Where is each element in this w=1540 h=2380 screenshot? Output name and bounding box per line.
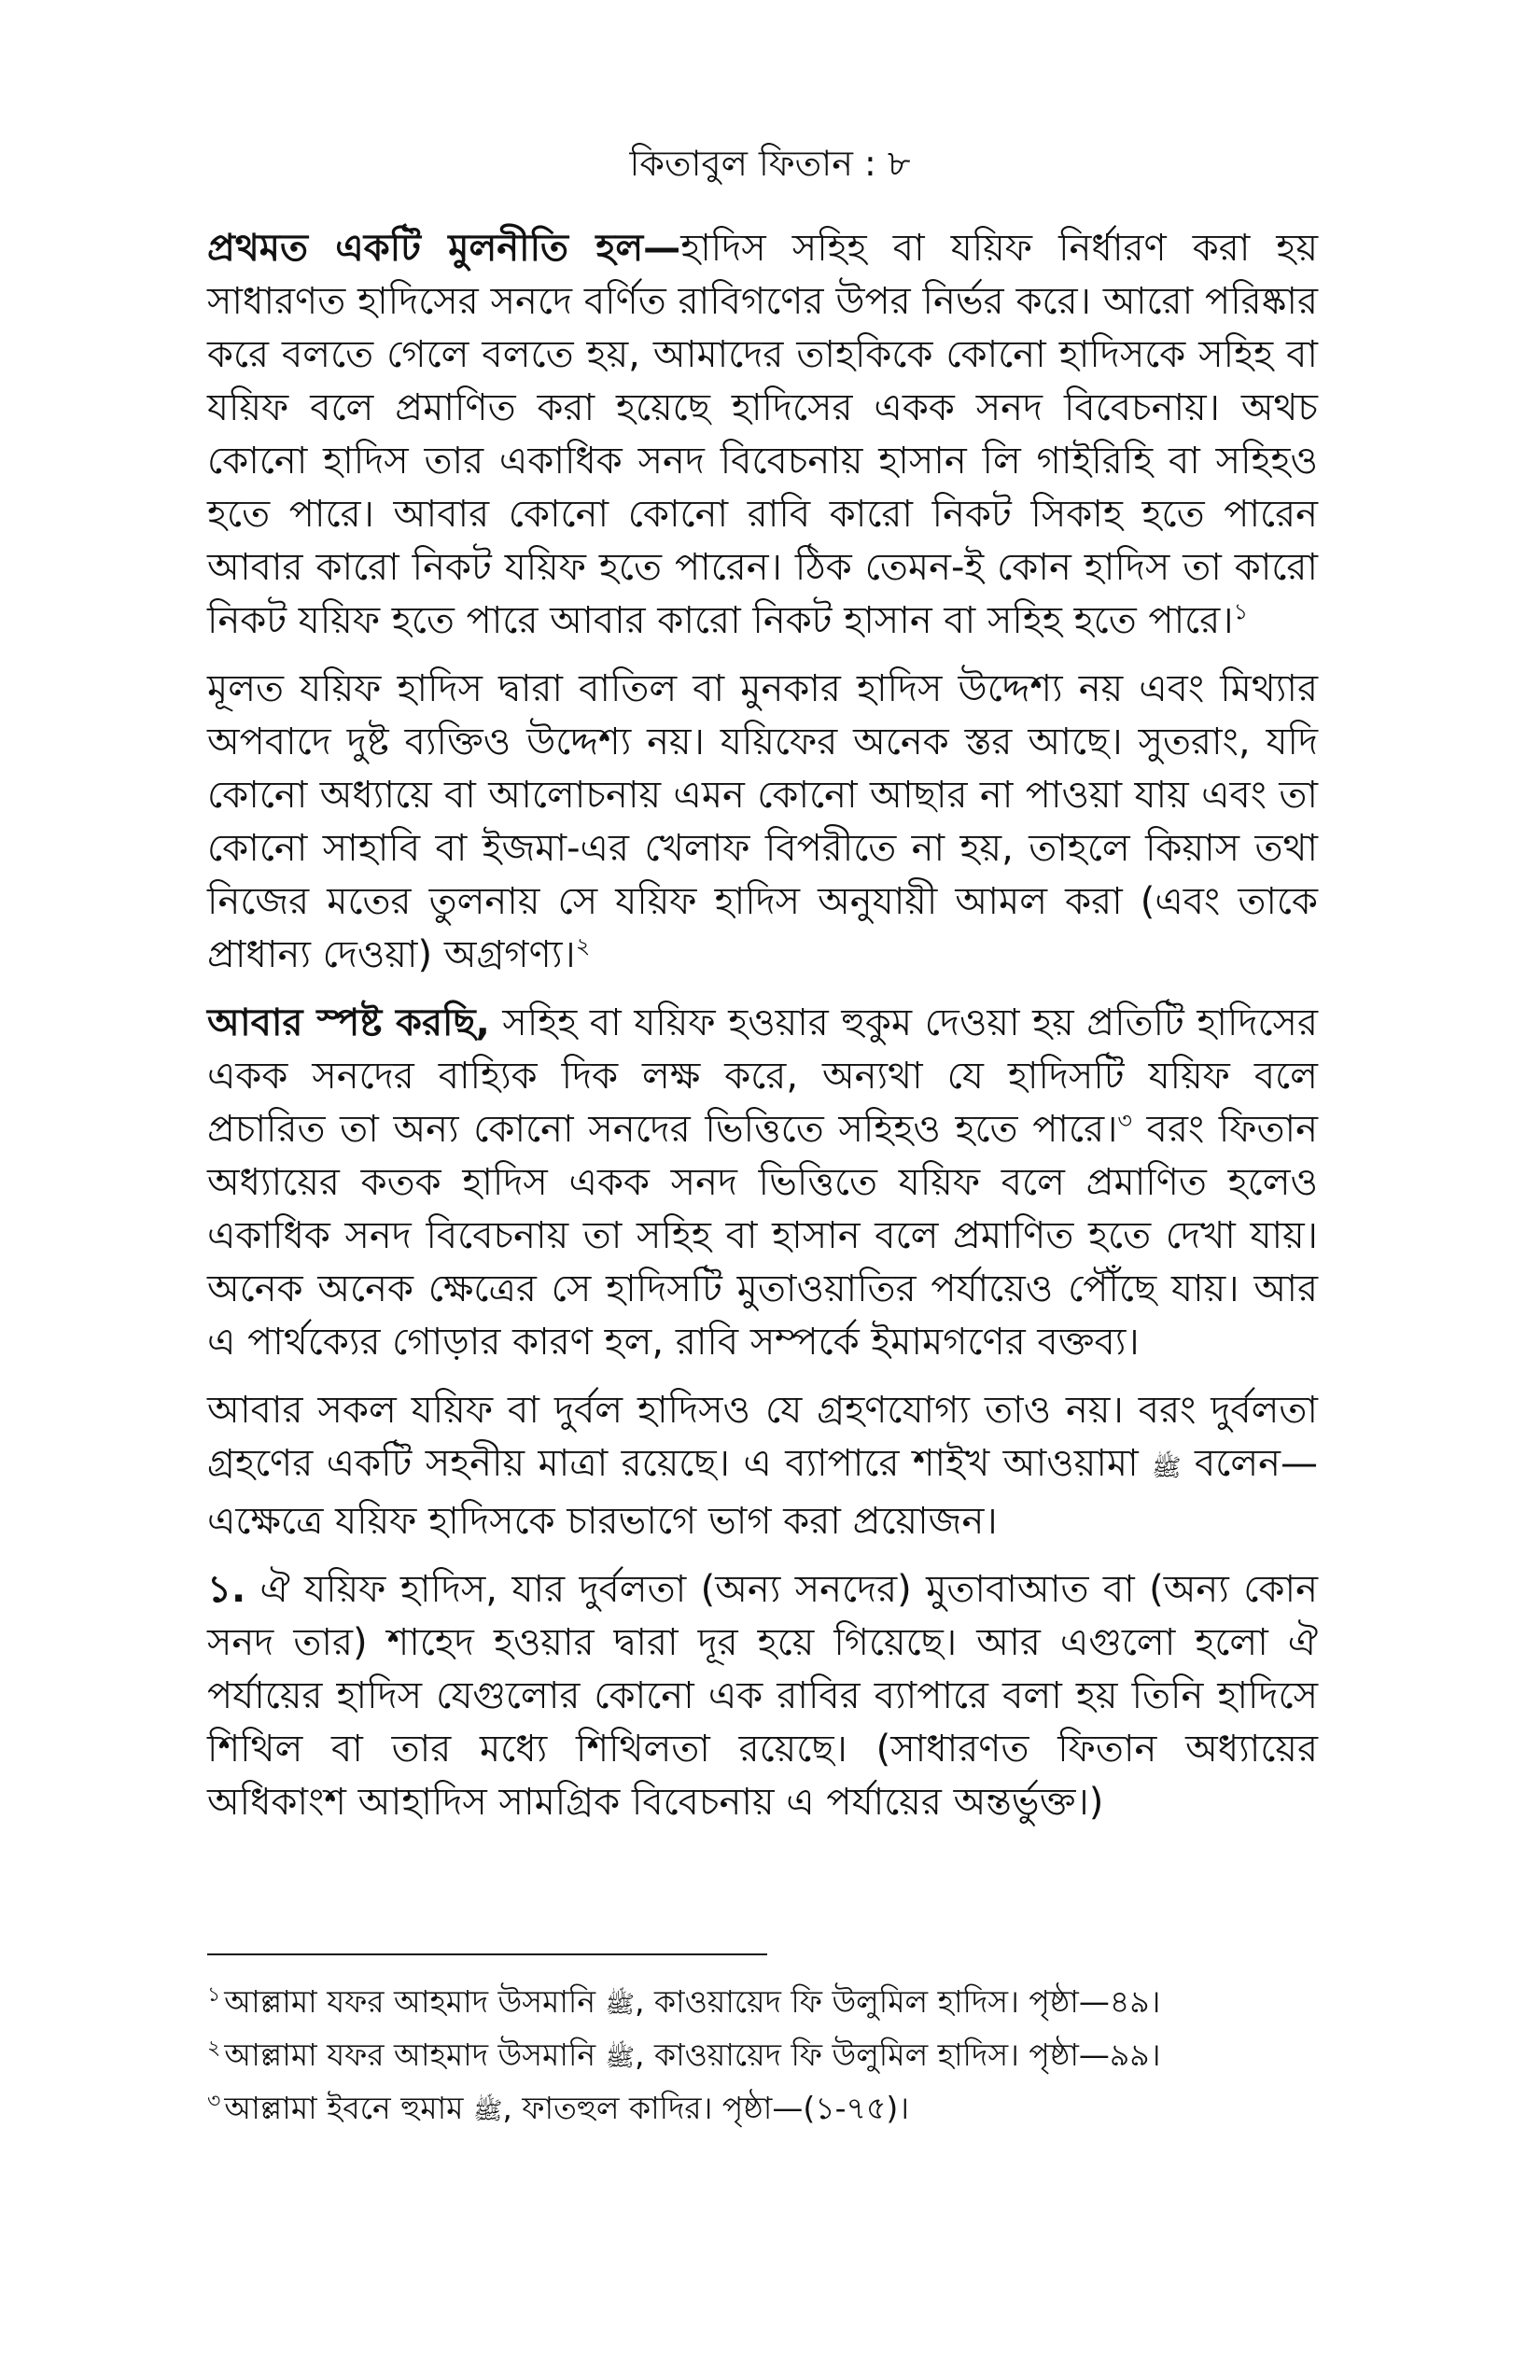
paragraph-4-text-b: বলেন—এক্ষেত্রে যয়িফ হাদিসকে চারভাগে ভাগ করা প্রয়োজন।: [207, 1442, 1318, 1543]
footnote-ref-3[interactable]: ৩: [1117, 1107, 1132, 1134]
paragraph-2-text: মূলত যয়িফ হাদিস দ্বারা বাতিল বা মুনকার হাদিস উদ্দেশ্য নয় এবং মিথ্যার অপবাদে দুষ্ট ব্যক্তিও উদ্দেশ্য নয়। যয়িফের অনেক স্তর আছে। সুতরাং, যদি কোনো অধ্যায়ে বা আলোচনায় এমন কোনো আছার না পাওয়া যায় এবং তা কোনো সাহাবি বা ইজমা-এর খেলাফ বিপরীতে না হয়, তাহলে কিয়াস তথা নিজের মতের তুলনায় সে যয়িফ হাদিস অনুযায়ী আমল করা (এবং তাকে প্রাধান্য দেওয়া) অগ্রগণ্য।: [207, 667, 1318, 976]
footnotes: [207, 1977, 1318, 2136]
footnote-3-text-a: আল্লামা ইবনে হুমাম: [224, 2090, 473, 2126]
footnote-1-honorific: ﷺ: [605, 1991, 635, 2019]
footnote-2-honorific: ﷺ: [605, 2044, 635, 2072]
main-text: [207, 222, 1318, 1844]
footnote-2-text-b: , কাওয়ায়েদ ফি উলুমিল হাদিস। পৃষ্ঠা—৯৯।: [635, 2037, 1161, 2073]
paragraph-3-lead: আবার স্পষ্ট করছি,: [207, 1001, 490, 1044]
footnote-1: [207, 1977, 1318, 2030]
paragraph-3: [207, 997, 1318, 1369]
footnote-1-number: ১: [207, 1983, 221, 2007]
paragraph-1-lead: প্রথমত একটি মুলনীতি হল—: [207, 227, 681, 270]
paragraph-3-text-a: সহিহ বা যয়িফ হওয়ার হুকুম দেওয়া হয় প্রতিটি হাদিসের একক সনদের বাহ্যিক দিক লক্ষ করে, অন্যথা যে হাদিসটি যয়িফ বলে প্রচারিত তা অন্য কোনো সনদের ভিত্তিতে সহিহও হতে পারে।: [207, 1001, 1318, 1151]
running-header-title: কিতাবুল ফিতান : ৮: [629, 143, 911, 184]
paragraph-5-text: ঐ যয়িফ হাদিস, যার দুর্বলতা (অন্য সনদের) মুতাবাআত বা (অন্য কোন সনদ তার) শাহেদ হওয়ার দ্বারা দূর হয়ে গিয়েছে। আর এগুলো হলো ঐ পর্যায়ের হাদিস যেগুলোর কোনো এক রাবির ব্যাপারে বলা হয় তিনি হাদিসে শিথিল বা তার মধ্যে শিথিলতা রয়েছে। (সাধারণত ফিতান অধ্যায়ের অধিকাংশ আহাদিস সামগ্রিক বিবেচনায় এ পর্যায়ের অন্তর্ভুক্ত।): [207, 1568, 1318, 1824]
footnote-3-number: ৩: [207, 2090, 221, 2113]
footnote-2-text-a: আল্লামা যফর আহমাদ উসমানি: [224, 2037, 606, 2073]
paragraph-4-text-a: আবার সকল যয়িফ বা দুর্বল হাদিসও যে গ্রহণযোগ্য তাও নয়। বরং দুর্বলতা গ্রহণের একটি সহনীয় মাত্রা রয়েছে। এ ব্যাপারে শাইখ আওয়ামা: [207, 1389, 1318, 1485]
paragraph-1: [207, 222, 1318, 648]
footnote-ref-2[interactable]: ২: [575, 932, 591, 959]
paragraph-5-lead: ১.: [207, 1568, 246, 1611]
footnote-1-text-a: আল্লামা যফর আহমাদ উসমানি: [224, 1983, 606, 2020]
paragraph-1-text: হাদিস সহিহ বা যয়িফ নির্ধারণ করা হয় সাধারণত হাদিসের সনদে বর্ণিত রাবিগণের উপর নির্ভর করে। আরো পরিষ্কার করে বলতে গেলে বলতে হয়, আমাদের তাহকিকে কোনো হাদিসকে সহিহ বা যয়িফ বলে প্রমাণিত করা হয়েছে হাদিসের একক সনদ বিবেচনায়। অথচ কোনো হাদিস তার একাধিক সনদ বিবেচনায় হাসান লি গাইরিহি বা সহিহও হতে পারে। আবার কোনো কোনো রাবি কারো নিকট সিকাহ হতে পারেন আবার কারো নিকট যয়িফ হতে পারেন। ঠিক তেমন-ই কোন হাদিস তা কারো নিকট যয়িফ হতে পারে আবার কারো নিকট হাসান বা সহিহ হতে পারে।: [207, 227, 1319, 642]
footnote-2: [207, 2030, 1318, 2083]
footnote-3-text-b: , ফাতহুল কাদির। পৃষ্ঠা—(১-৭৫)।: [502, 2090, 910, 2126]
paragraph-3-text-b: বরং ফিতান অধ্যায়ের কতক হাদিস একক সনদ ভিত্তিতে যয়িফ বলে প্রমাণিত হলেও একাধিক সনদ বিবেচনায় তা সহিহ বা হাসান বলে প্রমাণিত হতে দেখা যায়। অনেক অনেক ক্ষেত্রের সে হাদিসটি মুতাওয়াতির পর্যায়েও পৌঁছে যায়। আর এ পার্থক্যের গোড়ার কারণ হল, রাবি সম্পর্কে ইমামগণের বক্তব্য।: [207, 1108, 1319, 1364]
footnote-3-honorific: ﷺ: [473, 2097, 503, 2125]
paragraph-2: [207, 663, 1318, 982]
footnote-2-number: ২: [207, 2037, 221, 2060]
paragraph-5: [207, 1563, 1318, 1829]
footnote-1-text-b: , কাওয়ায়েদ ফি উলুমিল হাদিস। পৃষ্ঠা—৪৯।: [634, 1983, 1161, 2020]
paragraph-4: [207, 1384, 1318, 1548]
footnote-divider: [207, 1953, 767, 1955]
footnote-ref-1[interactable]: ১: [1233, 598, 1249, 625]
footnote-3: [207, 2083, 1318, 2136]
honorific-symbol: ﷺ: [1152, 1454, 1182, 1482]
